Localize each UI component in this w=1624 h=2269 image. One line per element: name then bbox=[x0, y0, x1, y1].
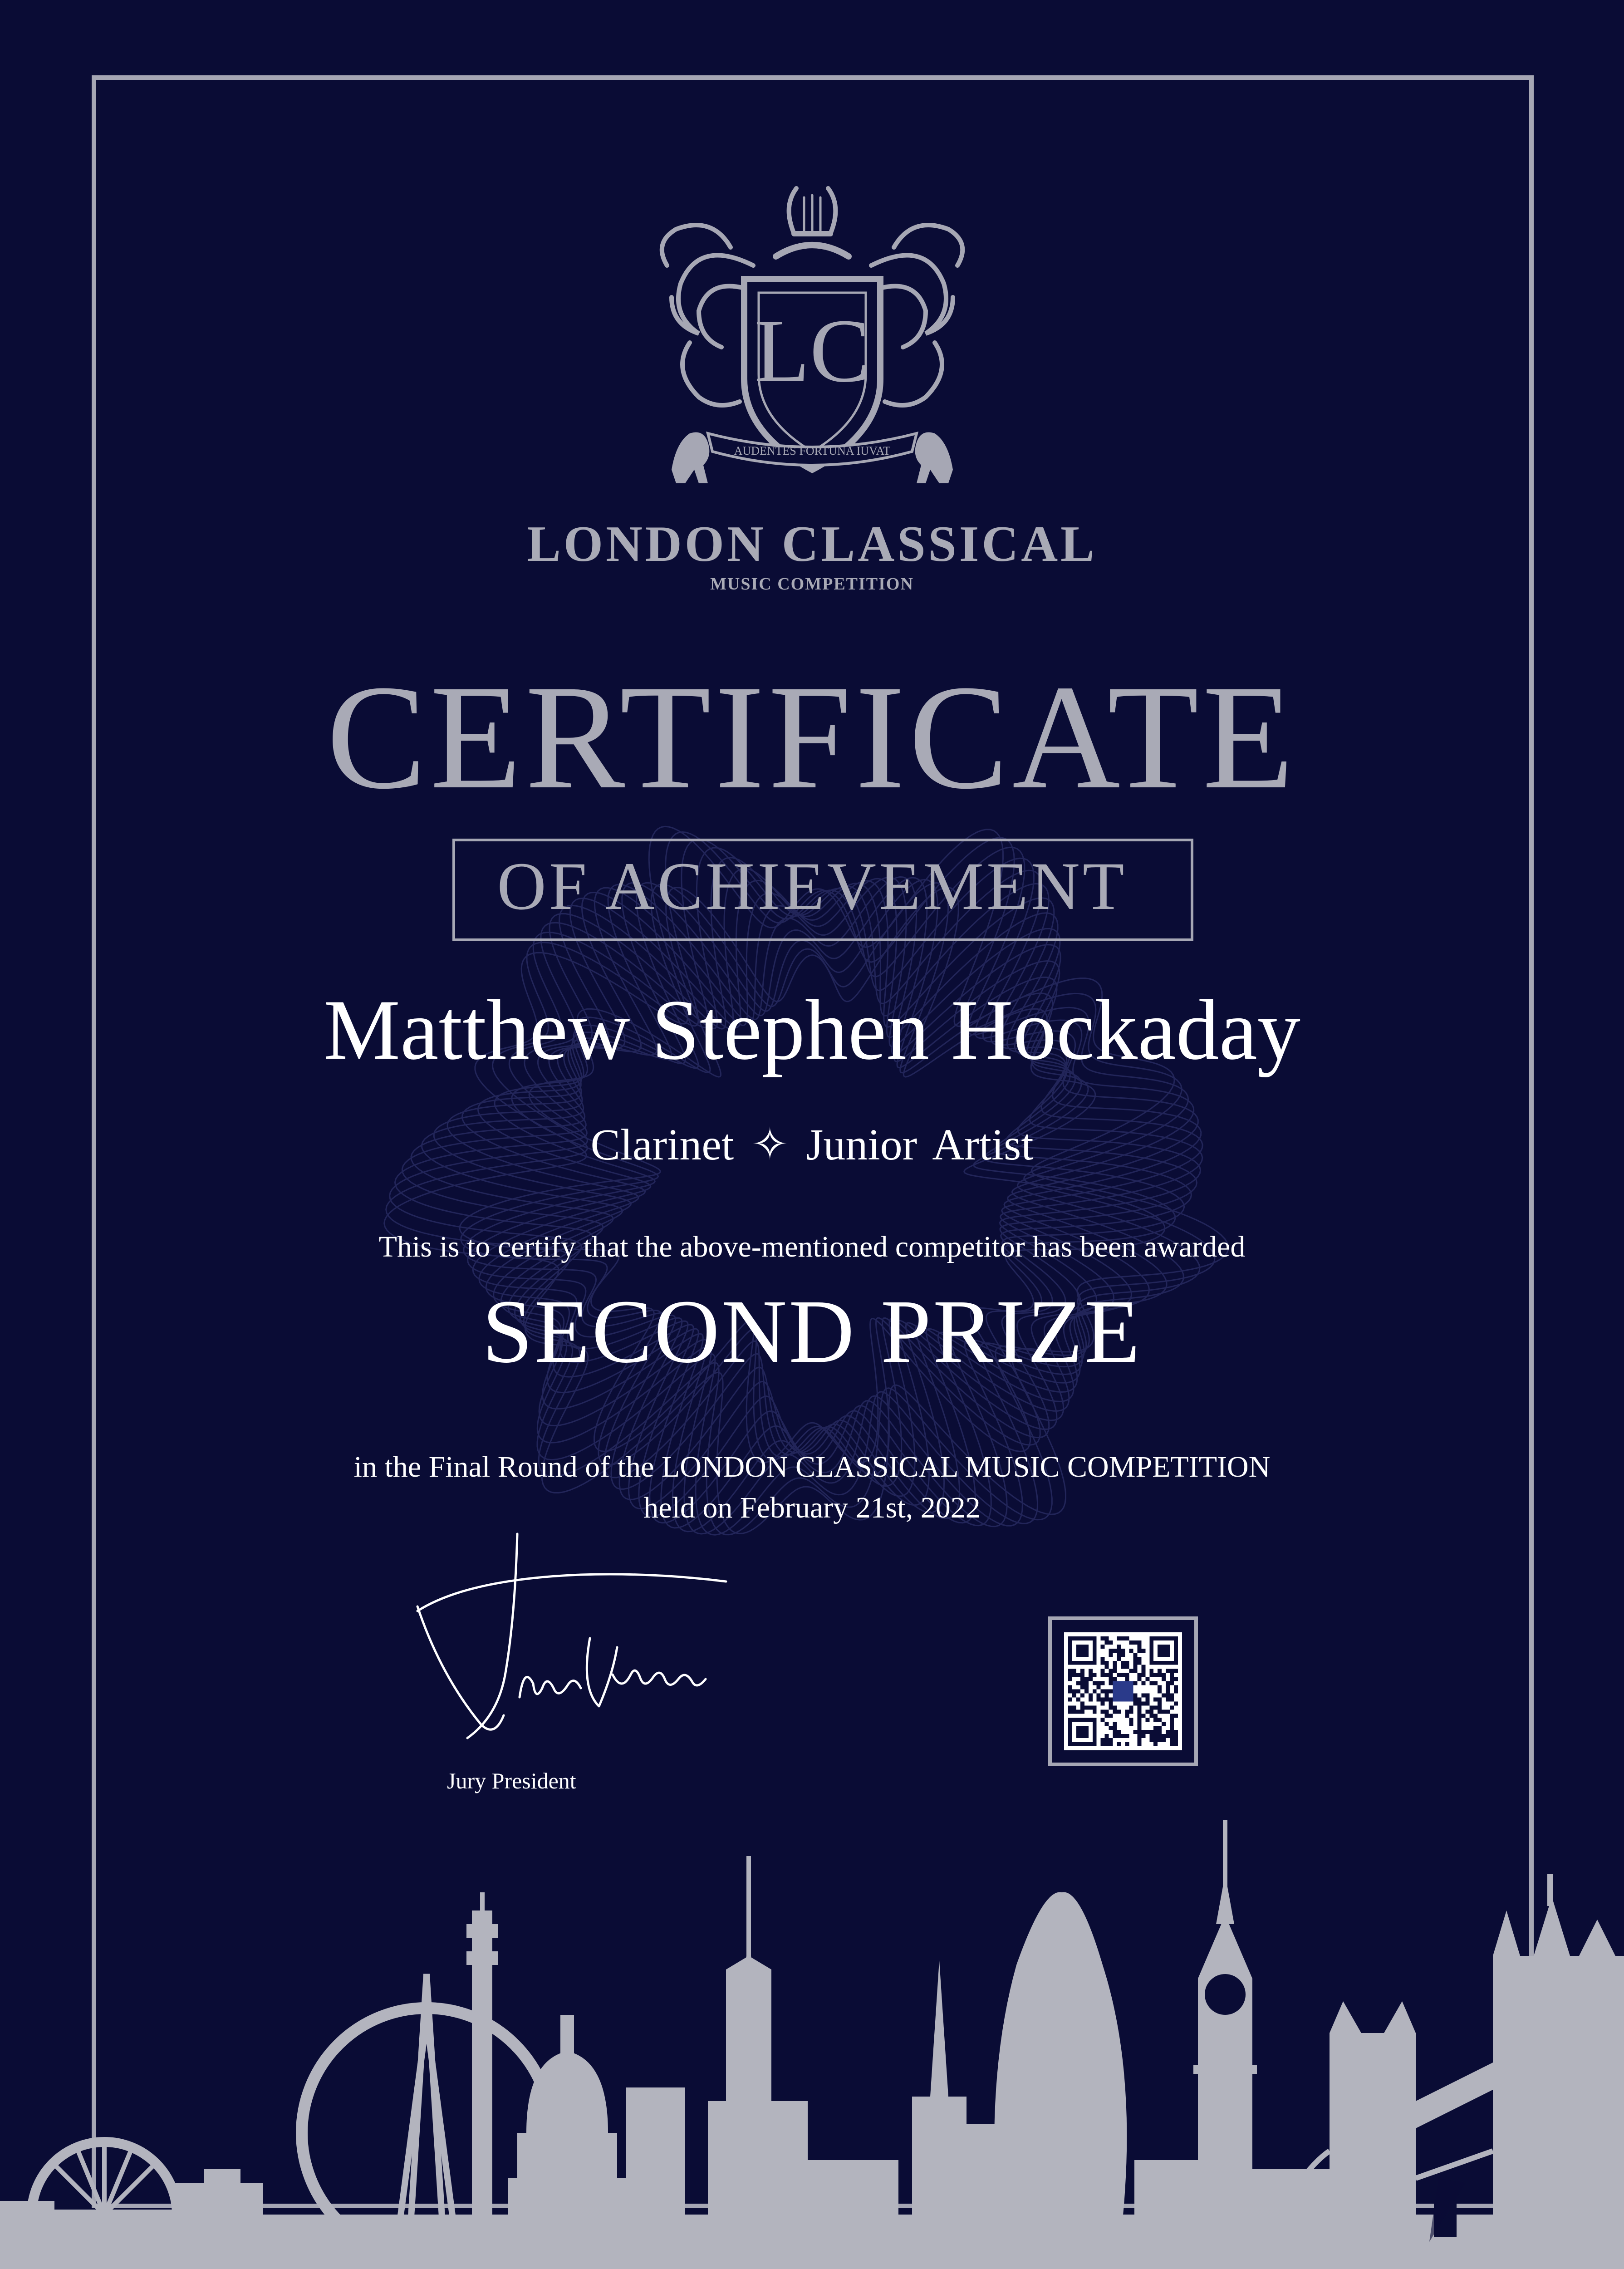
signature-label: Jury President bbox=[447, 1768, 576, 1793]
crest-motto: AUDENTES FORTUNA IUVAT bbox=[734, 444, 891, 457]
award-date-line: held on February 21st, 2022 bbox=[643, 1491, 981, 1524]
award-intro: This is to certify that the above-mentioned competitor has been awarded bbox=[378, 1230, 1246, 1263]
award-prize: SECOND PRIZE bbox=[482, 1282, 1142, 1382]
certificate-subtitle: OF ACHIEVEMENT bbox=[497, 849, 1127, 924]
award-round-line: in the Final Round of the LONDON CLASSICAL MUSIC COMPETITION bbox=[353, 1450, 1271, 1483]
lyre-icon bbox=[789, 188, 836, 234]
qr-code-icon bbox=[1064, 1632, 1182, 1750]
crest-initials: LC bbox=[754, 301, 870, 401]
recipient-name: Matthew Stephen Hockaday bbox=[324, 982, 1300, 1078]
signature-icon bbox=[399, 1525, 744, 1761]
skyline-icon bbox=[0, 1806, 1624, 2269]
crest-icon bbox=[640, 179, 985, 524]
recipient-discipline: Clarinet ✧ Junior Artist bbox=[590, 1120, 1034, 1169]
certificate-title: CERTIFICATE bbox=[326, 654, 1298, 820]
organization-subtitle: MUSIC COMPETITION bbox=[710, 575, 914, 594]
organization-name: LONDON CLASSICAL bbox=[527, 516, 1097, 572]
